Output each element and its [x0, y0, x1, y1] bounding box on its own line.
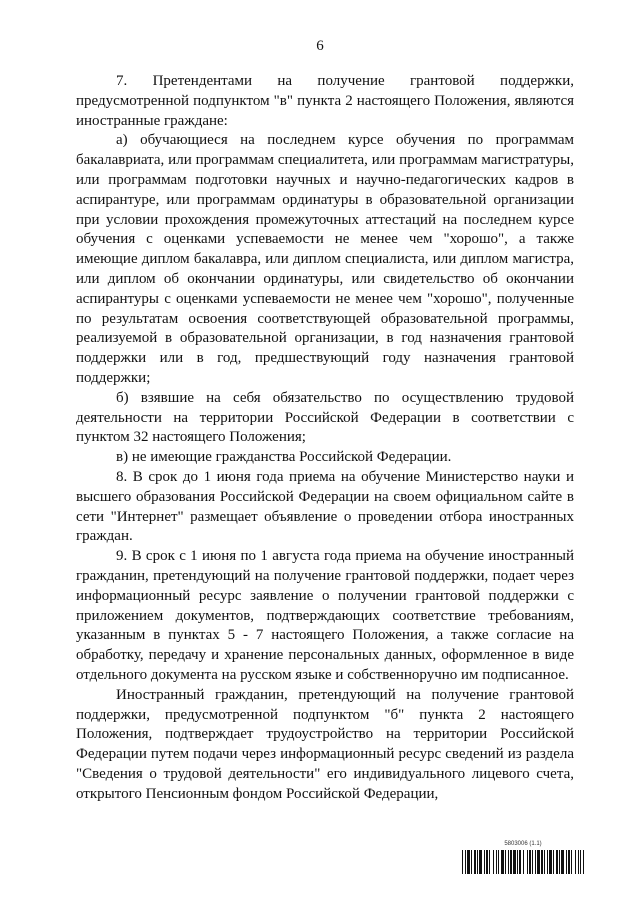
paragraph-7: 7. Претендентами на получение грантовой поддержки, предусмотренной подпунктом "в" пункта 2 настоящего Положения, являются иностранные граждане: — [76, 73, 574, 129]
paragraph-7v: в) не имеющие гражданства Российской Федерации. — [116, 449, 452, 466]
barcode-bars — [462, 850, 584, 874]
barcode — [462, 841, 584, 874]
paragraph-7b: б) взявшие на себя обязательство по осуществлению трудовой деятельности на территории Российской Федерации в соответствии с пунктом 32 настоящего Положения; — [76, 389, 574, 446]
document-body — [76, 72, 574, 804]
paragraph-9: 9. В срок с 1 июня по 1 августа года приема на обучение иностранный гражданин, претендующий на получение грантовой поддержки, подает через информационный ресурс заявление о получении грантовой поддержки с приложением документов, подтверждающих соответствие требованиям, указанным в пунктах 5 - 7 настоящего Положения, а также согласие на обработку, передачу и хранение персональных данных, оформленное в виде отдельного документа на русском языке и собственноручно им подписанное. — [76, 548, 574, 683]
page-number: 6 — [316, 38, 324, 54]
barcode-label: 5803006 (1.1) — [504, 841, 542, 847]
paragraph-7a: а) обучающиеся на последнем курсе обучения по программам бакалавриата, или программам специалитета, или программам магистратуры, или программам подготовки научных и научно-педагогических кадров в аспирантуре, или программам ординатуры в образовательной организации при условии прохождения промежуточных аттестаций на последнем курсе обучения с оценками успеваемости не менее чем "хорошо", а также имеющие диплом бакалавра, или диплом специалиста, или диплом магистра, или диплом об окончании ординатуры, или свидетельство об окончании аспирантуры с оценками успеваемости не менее чем "хорошо", полученные по результатам освоения соответствующей образовательной программы, реализуемой в образовательной организации, в год назначения грантовой поддержки или в год, предшествующий году назначения грантовой поддержки; — [76, 132, 574, 386]
paragraph-9-continued: Иностранный гражданин, претендующий на получение грантовой поддержки, предусмотренной подпунктом "б" пункта 2 настоящего Положения, подтверждает трудоустройство на территории Российской Федерации путем подачи через информационный ресурс сведений из раздела "Сведения о трудовой деятельности" его индивидуального лицевого счета, открытого Пенсионным фондом Российской Федерации, — [76, 686, 574, 802]
paragraph-8: 8. В срок до 1 июня года приема на обучение Министерство науки и высшего образования Российской Федерации на своем официальном сайте в сети "Интернет" размещает объявление о проведении отбора иностранных граждан. — [76, 468, 574, 545]
